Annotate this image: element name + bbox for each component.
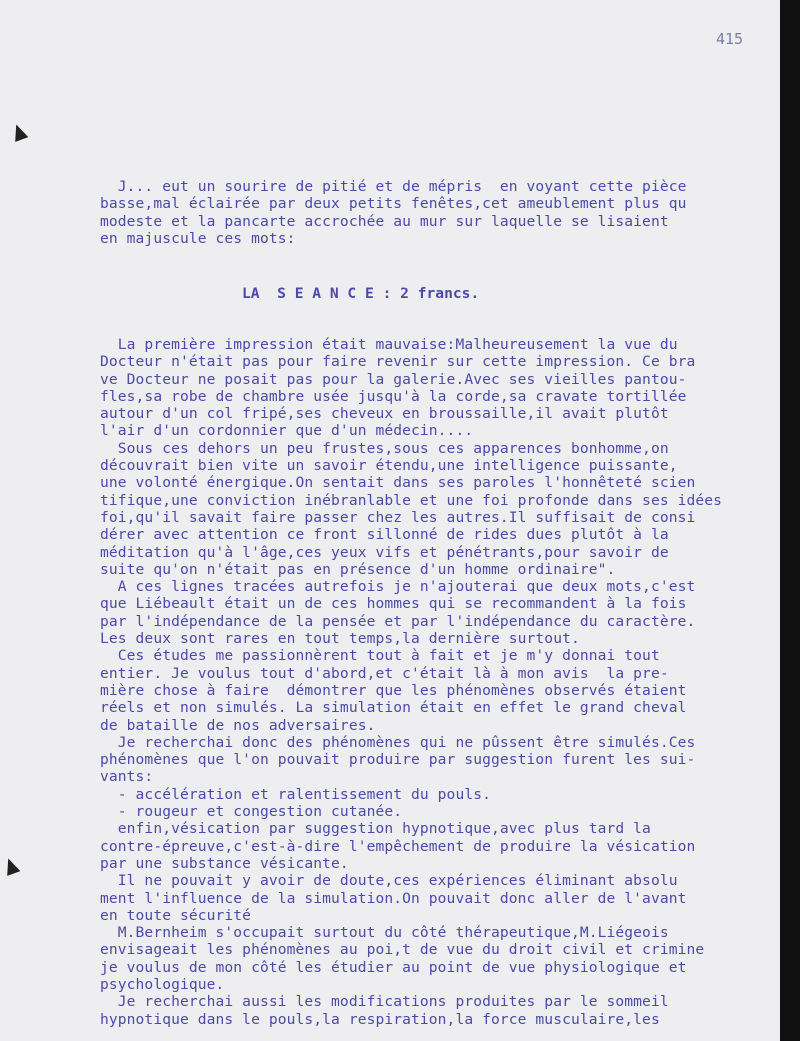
text-line: tifique,une conviction inébranlable et une foi profonde dans ses idées xyxy=(100,491,723,509)
text-line: mière chose à faire démontrer que les phénomènes observés étaient xyxy=(100,681,687,699)
text-line: suite qu'on n'était pas en présence d'un homme ordinaire". xyxy=(100,560,616,578)
text-line: - rougeur et congestion cutanée. xyxy=(100,803,403,821)
punch-mark xyxy=(10,122,29,142)
text-line: Je recherchai aussi les modifications produites par le sommeil xyxy=(100,993,669,1011)
text-line: Sous ces dehors un peu frustes,sous ces apparences bonhomme,on xyxy=(100,439,669,457)
text-line: enfin,vésication par suggestion hypnotique,avec plus tard la xyxy=(100,820,651,838)
text-line: en toute sécurité xyxy=(100,906,252,924)
seance-sign: LA S E A N C E : 2 francs. xyxy=(242,285,480,302)
text-line: entier. Je voulus tout d'abord,et c'était là à mon avis la pre- xyxy=(100,664,669,682)
text-line: autour d'un col fripé,ses cheveux en broussaille,il avait plutôt xyxy=(100,405,669,423)
text-line: Docteur n'était pas pour faire revenir sur cette impression. Ce bra xyxy=(100,353,696,371)
text-line: de bataille de nos adversaires. xyxy=(100,716,376,734)
text-line: par l'indépendance de la pensée et par l'indépendance du caractère. xyxy=(100,612,696,630)
text-line: dérer avec attention ce front sillonné de rides dues plutôt à la xyxy=(100,526,669,544)
text-line: modeste et la pancarte accrochée au mur sur laquelle se lisaient xyxy=(100,212,669,230)
text-line: Je recherchai donc des phénomènes qui ne pûssent être simulés.Ces xyxy=(100,733,696,751)
text-line: découvrait bien vite un savoir étendu,une intelligence puissante, xyxy=(100,457,678,475)
text-line: que Liébeault était un de ces hommes qui se recommandent à la fois xyxy=(100,595,687,613)
text-line: La première impression était mauvaise:Malheureusement la vue du xyxy=(100,336,678,353)
text-line: Il ne pouvait y avoir de doute,ces expériences éliminant absolu xyxy=(100,872,678,890)
text-line: basse,mal éclairée par deux petits fenêtes,cet ameublement plus qu xyxy=(100,195,687,213)
text-line: fles,sa robe de chambre usée jusqu'à la corde,sa cravate tortillée xyxy=(100,387,687,405)
text-line: une volonté énergique.On sentait dans ses paroles l'honnêteté scien xyxy=(100,474,696,492)
text-line: envisageait les phénomènes au poi,t de vue du droit civil et crimine xyxy=(100,941,705,959)
text-line: Les deux sont rares en tout temps,la dernière surtout. xyxy=(100,630,580,648)
body-text xyxy=(100,336,780,1028)
text-line: par une substance vésicante. xyxy=(100,854,349,872)
text-line: méditation qu'à l'âge,ces yeux vifs et pénétrants,pour savoir de xyxy=(100,543,669,561)
text-line: réels et non simulés. La simulation était en effet le grand cheval xyxy=(100,699,687,717)
text-line: - accélération et ralentissement du pouls. xyxy=(100,785,491,803)
text-line: l'air d'un cordonnier que d'un médecin.... xyxy=(100,422,474,440)
text-line: vants: xyxy=(100,768,154,786)
text-line: foi,qu'il savait faire passer chez les autres.Il suffisait de consi xyxy=(100,508,696,526)
text-line: hypnotique dans le pouls,la respiration,la force musculaire,les xyxy=(100,1010,660,1028)
text-line: J... eut un sourire de pitié et de mépris en voyant cette pièce xyxy=(100,178,687,195)
text-line: je voulus de mon côté les étudier au point de vue physiologique et xyxy=(100,958,687,976)
page-number: 415 xyxy=(716,30,744,48)
text-line: ment l'influence de la simulation.On pouvait donc aller de l'avant xyxy=(100,889,687,907)
text-line: ve Docteur ne posait pas pour la galerie.Avec ses vieilles pantou- xyxy=(100,370,687,388)
scan-edge xyxy=(780,0,800,1041)
text-line: Ces études me passionnèrent tout à fait et je m'y donnai tout xyxy=(100,647,660,665)
punch-mark xyxy=(2,856,21,876)
intro-paragraph xyxy=(100,178,780,247)
text-line: M.Bernheim s'occupait surtout du côté thérapeutique,M.Liégeois xyxy=(100,924,669,942)
text-line: phénomènes que l'on pouvait produire par suggestion furent les sui- xyxy=(100,751,696,769)
text-line: psychologique. xyxy=(100,975,225,993)
text-line: en majuscule ces mots: xyxy=(100,229,296,247)
text-line: contre-épreuve,c'est-à-dire l'empêchement de produire la vésication xyxy=(100,837,696,855)
text-line: A ces lignes tracées autrefois je n'ajouterai que deux mots,c'est xyxy=(100,578,696,596)
